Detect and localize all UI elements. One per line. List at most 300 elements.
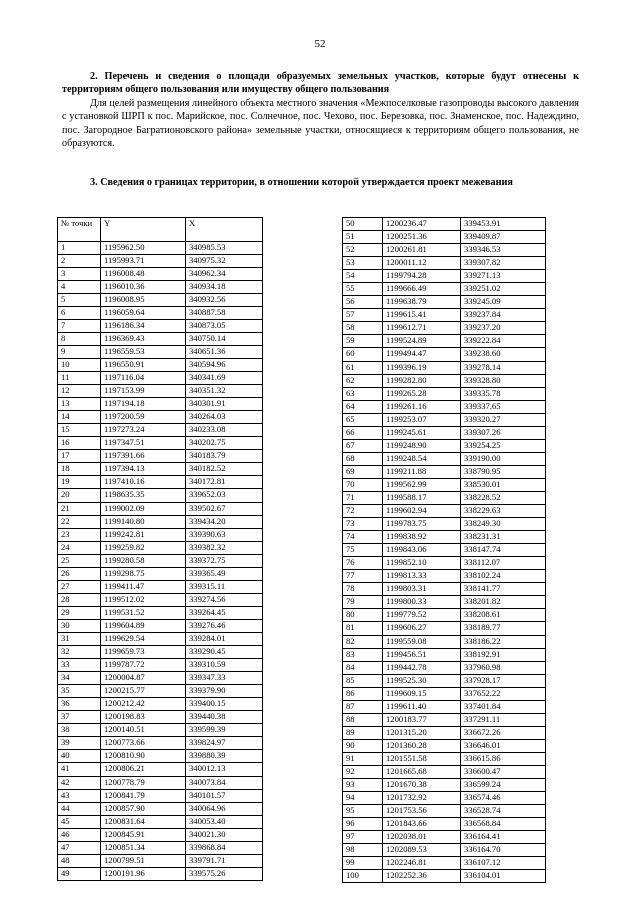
cell-point-number: 99 [343, 857, 383, 870]
table-row [343, 857, 546, 870]
table-row [58, 633, 263, 646]
cell-point-number: 34 [58, 672, 101, 685]
table-row [58, 593, 263, 606]
table-row [58, 776, 263, 789]
cell-y: 1199253.07 [383, 413, 461, 426]
cell-point-number: 59 [343, 335, 383, 348]
table-row [58, 437, 263, 450]
cell-point-number: 79 [343, 596, 383, 609]
cell-x: 339824.97 [186, 737, 263, 750]
cell-y: 1199779.52 [383, 609, 461, 622]
cell-x: 340012.13 [186, 763, 263, 776]
table-row [58, 319, 263, 332]
cell-x: 340264.03 [186, 411, 263, 424]
table-row [343, 257, 546, 270]
table-row [58, 763, 263, 776]
cell-point-number: 31 [58, 633, 101, 646]
cell-x: 339453.91 [461, 218, 546, 231]
cell-point-number: 95 [343, 805, 383, 818]
cell-x: 336107.12 [461, 857, 546, 870]
cell-x: 337291.11 [461, 713, 546, 726]
cell-y: 1201315.20 [383, 726, 461, 739]
cell-x: 336164.41 [461, 831, 546, 844]
table-row [343, 739, 546, 752]
cell-y: 1199261.16 [383, 400, 461, 413]
table-row [58, 293, 263, 306]
cell-y: 1200841.79 [101, 789, 186, 802]
cell-y: 1199211.88 [383, 465, 461, 478]
cell-x: 338790.95 [461, 465, 546, 478]
cell-x: 338147.74 [461, 544, 546, 557]
cell-y: 1195962.50 [101, 241, 186, 254]
cell-y: 1196559.53 [101, 345, 186, 358]
cell-point-number: 84 [343, 661, 383, 674]
cell-y: 1200851.34 [101, 841, 186, 854]
cell-point-number: 41 [58, 763, 101, 776]
cell-y: 1195993.71 [101, 254, 186, 267]
cell-y: 1199282.80 [383, 374, 461, 387]
table-row [58, 554, 263, 567]
table-row [343, 635, 546, 648]
cell-x: 336164.70 [461, 844, 546, 857]
cell-point-number: 9 [58, 345, 101, 358]
cell-y: 1202089.53 [383, 844, 461, 857]
cell-y: 1199248.90 [383, 439, 461, 452]
cell-x: 338192.91 [461, 648, 546, 661]
table-row [343, 322, 546, 335]
cell-y: 1196550.91 [101, 359, 186, 372]
cell-x: 338102.24 [461, 570, 546, 583]
cell-y: 1197194.18 [101, 398, 186, 411]
table-row [58, 385, 263, 398]
cell-x: 337652.22 [461, 687, 546, 700]
cell-x: 339222.84 [461, 335, 546, 348]
cell-y: 1197273.24 [101, 424, 186, 437]
cell-x: 339328.80 [461, 374, 546, 387]
cell-point-number: 13 [58, 398, 101, 411]
cell-y: 1199787.72 [101, 659, 186, 672]
cell-y: 1199559.08 [383, 635, 461, 648]
table-row [343, 570, 546, 583]
cell-y: 1199588.17 [383, 491, 461, 504]
cell-x: 336600.47 [461, 765, 546, 778]
cell-point-number: 57 [343, 309, 383, 322]
cell-y: 1200773.66 [101, 737, 186, 750]
cell-x: 338530.01 [461, 478, 546, 491]
table-row [343, 218, 546, 231]
cell-x: 338141.77 [461, 583, 546, 596]
table-row [58, 841, 263, 854]
cell-point-number: 42 [58, 776, 101, 789]
cell-y: 1199265.28 [383, 387, 461, 400]
table-row [58, 280, 263, 293]
cell-y: 1199512.02 [101, 593, 186, 606]
cell-point-number: 25 [58, 554, 101, 567]
cell-point-number: 64 [343, 400, 383, 413]
cell-point-number: 92 [343, 765, 383, 778]
cell-point-number: 30 [58, 619, 101, 632]
cell-y: 1196010.36 [101, 280, 186, 293]
table-row [343, 374, 546, 387]
cell-y: 1197394.13 [101, 463, 186, 476]
cell-x: 339254.25 [461, 439, 546, 452]
cell-y: 1200191.96 [101, 867, 186, 880]
cell-y: 1201551.58 [383, 752, 461, 765]
cell-point-number: 46 [58, 828, 101, 841]
cell-x: 339346.53 [461, 244, 546, 257]
cell-point-number: 29 [58, 606, 101, 619]
table-row [343, 609, 546, 622]
cell-x: 340101.57 [186, 789, 263, 802]
table-row [58, 254, 263, 267]
cell-point-number: 75 [343, 544, 383, 557]
table-row [343, 831, 546, 844]
coordinates-table-left [57, 217, 263, 881]
table-row [343, 870, 546, 883]
cell-y: 1198635.35 [101, 489, 186, 502]
cell-x: 337928.17 [461, 674, 546, 687]
cell-x: 339599.39 [186, 724, 263, 737]
cell-point-number: 32 [58, 646, 101, 659]
table-row [343, 583, 546, 596]
table-row [58, 463, 263, 476]
cell-x: 340962.34 [186, 267, 263, 280]
cell-y: 1197200.59 [101, 411, 186, 424]
table-row [58, 606, 263, 619]
cell-x: 340651.36 [186, 345, 263, 358]
table-row [343, 518, 546, 531]
cell-point-number: 90 [343, 739, 383, 752]
cell-x: 337960.98 [461, 661, 546, 674]
table-row [58, 815, 263, 828]
table-row [343, 622, 546, 635]
cell-point-number: 49 [58, 867, 101, 880]
cell-point-number: 37 [58, 711, 101, 724]
cell-point-number: 56 [343, 296, 383, 309]
cell-point-number: 77 [343, 570, 383, 583]
table-row [58, 750, 263, 763]
cell-y: 1199524.89 [383, 335, 461, 348]
cell-y: 1199843.06 [383, 544, 461, 557]
table-row [58, 711, 263, 724]
table-row [343, 387, 546, 400]
table-row [58, 541, 263, 554]
cell-y: 1199615.41 [383, 309, 461, 322]
cell-x: 338112.07 [461, 557, 546, 570]
cell-x: 340594.96 [186, 359, 263, 372]
table-row [343, 674, 546, 687]
cell-point-number: 85 [343, 674, 383, 687]
cell-point-number: 89 [343, 726, 383, 739]
table-row [58, 359, 263, 372]
cell-x: 340202.75 [186, 437, 263, 450]
cell-y: 1199666.49 [383, 283, 461, 296]
cell-point-number: 10 [58, 359, 101, 372]
cell-point-number: 39 [58, 737, 101, 750]
cell-y: 1200831.64 [101, 815, 186, 828]
table-row [58, 267, 263, 280]
cell-y: 1196008.48 [101, 267, 186, 280]
table-row [343, 478, 546, 491]
cell-x: 340873.05 [186, 319, 263, 332]
table-row [58, 306, 263, 319]
cell-point-number: 82 [343, 635, 383, 648]
cell-y: 1199140.80 [101, 515, 186, 528]
cell-y: 1199783.75 [383, 518, 461, 531]
table-row [343, 413, 546, 426]
cell-point-number: 15 [58, 424, 101, 437]
cell-y: 1200806.21 [101, 763, 186, 776]
cell-point-number: 38 [58, 724, 101, 737]
cell-x: 340172.81 [186, 476, 263, 489]
cell-y: 1197116.04 [101, 372, 186, 385]
cell-y: 1200215.77 [101, 685, 186, 698]
cell-point-number: 44 [58, 802, 101, 815]
table-row [343, 452, 546, 465]
cell-y: 1199606.27 [383, 622, 461, 635]
table-row [58, 411, 263, 424]
cell-point-number: 24 [58, 541, 101, 554]
table-row [343, 752, 546, 765]
cell-point-number: 54 [343, 270, 383, 283]
cell-point-number: 73 [343, 518, 383, 531]
table-row [58, 580, 263, 593]
coordinates-table-right [342, 217, 546, 883]
cell-point-number: 11 [58, 372, 101, 385]
table-row [58, 528, 263, 541]
cell-x: 340341.69 [186, 372, 263, 385]
cell-y: 1201665.68 [383, 765, 461, 778]
cell-y: 1201670.38 [383, 779, 461, 792]
cell-point-number: 98 [343, 844, 383, 857]
cell-y: 1200236.47 [383, 218, 461, 231]
cell-y: 1200251.36 [383, 231, 461, 244]
cell-y: 1199298.75 [101, 567, 186, 580]
cell-point-number: 17 [58, 450, 101, 463]
cell-x: 340053.40 [186, 815, 263, 828]
cell-x: 340182.52 [186, 463, 263, 476]
cell-point-number: 53 [343, 257, 383, 270]
cell-x: 339791.71 [186, 854, 263, 867]
cell-y: 1200799.51 [101, 854, 186, 867]
cell-y: 1199411.47 [101, 580, 186, 593]
table-row [343, 544, 546, 557]
cell-point-number: 5 [58, 293, 101, 306]
cell-point-number: 62 [343, 374, 383, 387]
cell-y: 1199659.73 [101, 646, 186, 659]
table-row [58, 450, 263, 463]
cell-y: 1199259.82 [101, 541, 186, 554]
cell-x: 339880.39 [186, 750, 263, 763]
cell-point-number: 74 [343, 531, 383, 544]
cell-y: 1199245.61 [383, 426, 461, 439]
cell-point-number: 76 [343, 557, 383, 570]
cell-point-number: 14 [58, 411, 101, 424]
table-row [343, 426, 546, 439]
cell-point-number: 81 [343, 622, 383, 635]
cell-point-number: 51 [343, 231, 383, 244]
cell-y: 1201732.92 [383, 792, 461, 805]
cell-x: 340073.84 [186, 776, 263, 789]
cell-x: 339382.32 [186, 541, 263, 554]
table-row [58, 672, 263, 685]
table-row [58, 737, 263, 750]
cell-x: 338186.22 [461, 635, 546, 648]
table-row [58, 802, 263, 815]
cell-x: 340021.30 [186, 828, 263, 841]
cell-y: 1201753.56 [383, 805, 461, 818]
cell-x: 336599.24 [461, 779, 546, 792]
cell-point-number: 1 [58, 241, 101, 254]
cell-x: 339502.67 [186, 502, 263, 515]
cell-y: 1199638.79 [383, 296, 461, 309]
table-row [343, 726, 546, 739]
cell-y: 1200810.90 [101, 750, 186, 763]
cell-x: 340351.32 [186, 385, 263, 398]
table-row [58, 476, 263, 489]
cell-x: 336615.86 [461, 752, 546, 765]
cell-y: 1199813.33 [383, 570, 461, 583]
table-row [58, 502, 263, 515]
cell-x: 340934.18 [186, 280, 263, 293]
cell-point-number: 61 [343, 361, 383, 374]
cell-y: 1196059.64 [101, 306, 186, 319]
cell-y: 1199803.31 [383, 583, 461, 596]
cell-x: 339290.45 [186, 646, 263, 659]
cell-x: 339245.09 [461, 296, 546, 309]
cell-y: 1199280.58 [101, 554, 186, 567]
cell-point-number: 72 [343, 505, 383, 518]
table-row [343, 765, 546, 778]
cell-point-number: 33 [58, 659, 101, 672]
cell-x: 340887.58 [186, 306, 263, 319]
header-y: Y [101, 218, 186, 242]
cell-x: 340750.14 [186, 332, 263, 345]
cell-y: 1200140.51 [101, 724, 186, 737]
cell-point-number: 71 [343, 491, 383, 504]
cell-y: 1197153.99 [101, 385, 186, 398]
cell-y: 1199609.15 [383, 687, 461, 700]
table-row [343, 439, 546, 452]
table-row [343, 779, 546, 792]
table-row [343, 792, 546, 805]
table-row [58, 867, 263, 880]
cell-point-number: 2 [58, 254, 101, 267]
cell-x: 340932.56 [186, 293, 263, 306]
cell-point-number: 94 [343, 792, 383, 805]
table-row [58, 332, 263, 345]
cell-y: 1200011.12 [383, 257, 461, 270]
cell-x: 338229.63 [461, 505, 546, 518]
table-row [343, 465, 546, 478]
cell-y: 1200845.91 [101, 828, 186, 841]
cell-point-number: 91 [343, 752, 383, 765]
table-row [343, 531, 546, 544]
table-row [58, 515, 263, 528]
section-3-heading: 3. Сведения о границах территории, в отношении которой утверждается проект межевания [90, 177, 513, 188]
cell-x: 340064.96 [186, 802, 263, 815]
table-row [343, 557, 546, 570]
table-row [343, 335, 546, 348]
cell-point-number: 45 [58, 815, 101, 828]
cell-point-number: 70 [343, 478, 383, 491]
cell-y: 1200212.42 [101, 698, 186, 711]
table-row [58, 424, 263, 437]
cell-y: 1196008.95 [101, 293, 186, 306]
cell-point-number: 65 [343, 413, 383, 426]
cell-point-number: 86 [343, 687, 383, 700]
cell-x: 340233.08 [186, 424, 263, 437]
cell-x: 339315.11 [186, 580, 263, 593]
cell-x: 339271.13 [461, 270, 546, 283]
cell-y: 1200261.81 [383, 244, 461, 257]
cell-y: 1201843.66 [383, 818, 461, 831]
cell-y: 1197347.51 [101, 437, 186, 450]
cell-x: 338189.77 [461, 622, 546, 635]
cell-x: 339237.20 [461, 322, 546, 335]
cell-y: 1199611.40 [383, 700, 461, 713]
cell-x: 338228.52 [461, 491, 546, 504]
cell-x: 338231.31 [461, 531, 546, 544]
cell-x: 336104.01 [461, 870, 546, 883]
cell-y: 1200857.90 [101, 802, 186, 815]
table-row [343, 596, 546, 609]
cell-point-number: 97 [343, 831, 383, 844]
cell-x: 339251.02 [461, 283, 546, 296]
cell-x: 336568.84 [461, 818, 546, 831]
cell-y: 1199442.78 [383, 661, 461, 674]
cell-y: 1199602.94 [383, 505, 461, 518]
cell-x: 336672.26 [461, 726, 546, 739]
table-row [343, 400, 546, 413]
cell-point-number: 26 [58, 567, 101, 580]
cell-point-number: 96 [343, 818, 383, 831]
cell-y: 1200778.79 [101, 776, 186, 789]
cell-point-number: 22 [58, 515, 101, 528]
cell-point-number: 66 [343, 426, 383, 439]
cell-x: 339652.03 [186, 489, 263, 502]
cell-x: 339379.90 [186, 685, 263, 698]
cell-point-number: 7 [58, 319, 101, 332]
cell-point-number: 21 [58, 502, 101, 515]
cell-y: 1202252.36 [383, 870, 461, 883]
cell-point-number: 60 [343, 348, 383, 361]
cell-point-number: 58 [343, 322, 383, 335]
cell-x: 339434.20 [186, 515, 263, 528]
section-2-paragraph: Для целей размещения линейного объекта местного значения «Межпоселковые газопроводы высокого давления с установкой ШРП к пос. Марийское, пос. Солнечное, пос. Чехово, пос. Березовка, пос. Знаменское, пос. Надеждино, пос. Загородное Багратионовского района» земельные участки, относящиеся к территориям общего пользования, не образуются. [62, 98, 579, 150]
table-row [58, 345, 263, 358]
cell-point-number: 6 [58, 306, 101, 319]
cell-point-number: 40 [58, 750, 101, 763]
cell-y: 1199242.81 [101, 528, 186, 541]
table-row [343, 687, 546, 700]
table-row [343, 700, 546, 713]
cell-x: 338208.61 [461, 609, 546, 622]
table-row [343, 270, 546, 283]
cell-x: 339372.75 [186, 554, 263, 567]
cell-x: 339365.49 [186, 567, 263, 580]
table-row [58, 619, 263, 632]
cell-x: 340975.32 [186, 254, 263, 267]
table-row [343, 361, 546, 374]
table-row [58, 372, 263, 385]
cell-point-number: 83 [343, 648, 383, 661]
table-row [58, 646, 263, 659]
cell-point-number: 35 [58, 685, 101, 698]
cell-point-number: 78 [343, 583, 383, 596]
cell-y: 1200183.77 [383, 713, 461, 726]
cell-x: 339440.38 [186, 711, 263, 724]
